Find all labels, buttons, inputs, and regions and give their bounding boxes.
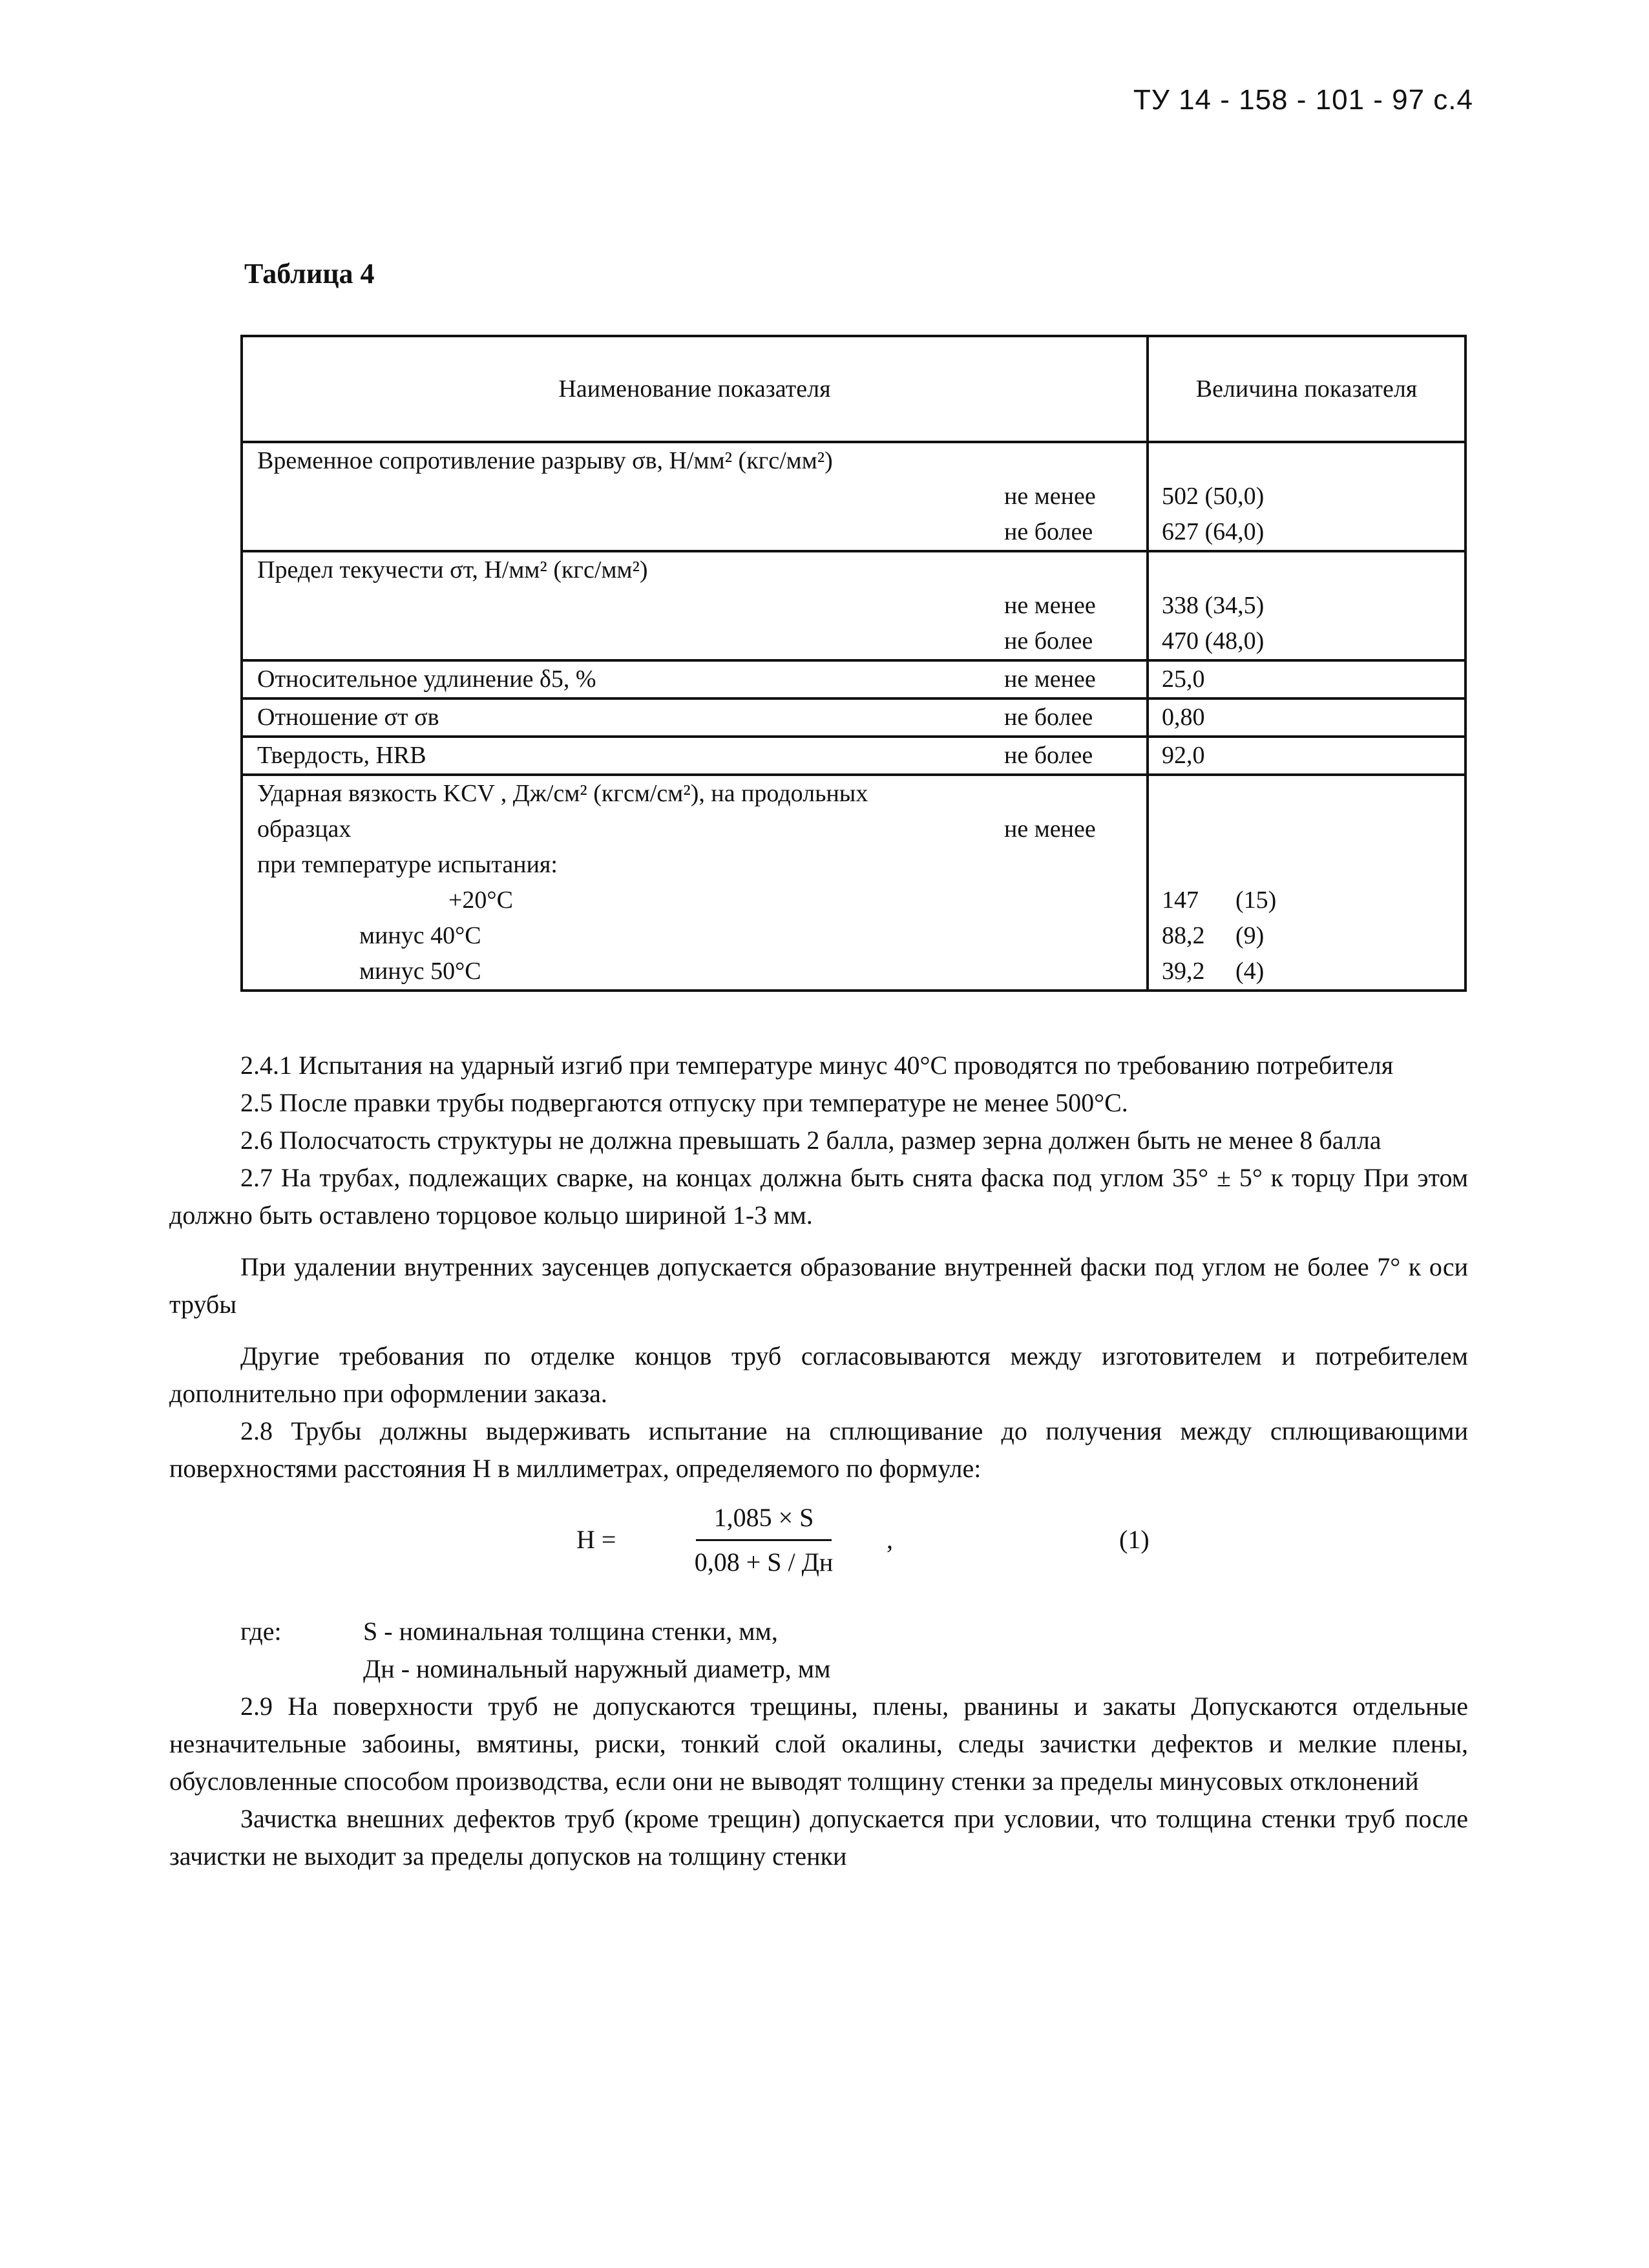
row-condition: не менее	[1004, 666, 1096, 693]
row-value-cell	[1148, 698, 1465, 737]
paragraph-2-8: 2.8 Трубы должны выдерживать испытание на сплющивание до получения между сплющивающими поверхностями расстояния Н в миллиметрах, определяемого по формуле:	[169, 1416, 1468, 1483]
row-value	[1149, 847, 1464, 883]
row-condition	[1004, 847, 1146, 883]
row-value-cell	[1148, 737, 1465, 775]
row-value: 627 (64,0)	[1162, 518, 1265, 545]
row-name: минус 40°С	[359, 922, 481, 949]
row-value: 470 (48,0)	[1162, 627, 1265, 655]
row-name-cell	[242, 775, 1148, 991]
formula-number: (1)	[1119, 1525, 1150, 1554]
table-header-row	[242, 336, 1465, 442]
table-row	[242, 442, 1465, 551]
row-name: Предел текучести σт, Н/мм² (кгс/мм²)	[257, 556, 648, 583]
row-condition: не более	[1004, 627, 1093, 655]
paragraph-2-9-cleaning: Зачистка внешних дефектов труб (кроме трещин) допускается при условии, что толщина стенки труб после зачистки не выходит за пределы допусков на толщину стенки	[169, 1804, 1468, 1871]
row-value	[1149, 776, 1464, 812]
row-value: 502 (50,0)	[1162, 483, 1265, 510]
row-name: Твердость, HRB	[257, 742, 426, 769]
row-name-cell	[242, 737, 1148, 775]
row-name-cell	[242, 442, 1148, 551]
row-condition: не более	[1004, 518, 1093, 545]
row-value: 0,80	[1162, 704, 1205, 731]
formula-comma: ,	[887, 1525, 893, 1554]
formula-1	[169, 1491, 1468, 1588]
row-name-cell	[242, 551, 1148, 660]
row-value: 92,0	[1162, 742, 1205, 769]
row-condition	[1004, 443, 1146, 479]
row-name-cell	[242, 698, 1148, 737]
row-name: Ударная вязкость KCV , Дж/см² (кгсм/см²), на продольных	[257, 780, 868, 807]
table-row	[242, 551, 1465, 660]
row-value-cell	[1148, 551, 1465, 660]
row-value-cell	[1148, 775, 1465, 991]
row-value	[1149, 552, 1464, 588]
row-name	[243, 588, 1004, 624]
row-condition	[1004, 883, 1146, 918]
row-value: 147 (15)	[1162, 887, 1277, 914]
row-condition: не менее	[1004, 483, 1096, 510]
table-row	[242, 775, 1465, 991]
where-dn-definition: Дн - номинальный наружный диаметр, мм	[363, 1654, 831, 1683]
row-condition: не более	[1004, 742, 1093, 769]
row-name: +20°С	[448, 887, 513, 914]
row-name: образцах	[257, 815, 352, 843]
row-name: Отношение σт σв	[257, 704, 439, 731]
table-row	[242, 737, 1465, 775]
paragraph-2-6: 2.6 Полосчатость структуры не должна превышать 2 балла, размер зерна должен быть не менее 8 балла	[240, 1126, 1381, 1155]
row-name	[243, 624, 1004, 659]
row-condition: не менее	[1004, 592, 1096, 619]
row-condition: не более	[1004, 704, 1093, 731]
row-name	[243, 479, 1004, 514]
formula-fraction	[647, 1499, 880, 1581]
row-condition: не менее	[1004, 815, 1096, 843]
where-label: где:	[240, 1617, 282, 1646]
row-condition	[1004, 918, 1146, 954]
row-value: 39,2 (4)	[1162, 958, 1265, 985]
where-block	[169, 1613, 1468, 1650]
paragraph-2-7-other: Другие требования по отделке концов труб согласовываются между изготовителем и потребителем дополнительно при оформлении заказа.	[169, 1341, 1468, 1408]
row-value: 88,2 (9)	[1162, 922, 1265, 949]
formula-denominator: 0,08 + S / Дн	[694, 1547, 834, 1577]
row-value-cell	[1148, 442, 1465, 551]
row-condition	[1004, 552, 1146, 588]
header-name: Наименование показателя	[242, 336, 1148, 442]
row-name: при температуре испытания:	[257, 851, 558, 878]
paragraph-2-5: 2.5 После правки трубы подвергаются отпуску при температуре не менее 500°С.	[240, 1088, 1128, 1117]
row-value-cell	[1148, 660, 1465, 698]
row-condition	[1004, 776, 1146, 812]
body-text	[169, 1047, 1468, 1875]
row-name	[243, 514, 1004, 550]
paragraph-2-7-chamfer: При удалении внутренних заусенцев допускается образование внутренней фаски под углом не более 7° к оси трубы	[169, 1252, 1468, 1319]
row-name-cell	[242, 660, 1148, 698]
row-name: Относительное удлинение δ5, %	[257, 666, 596, 693]
formula-lhs: Н =	[576, 1525, 616, 1554]
table-caption: Таблица 4	[244, 258, 375, 289]
document-code: ТУ 14 - 158 - 101 - 97 с.4	[1133, 84, 1473, 116]
properties-table	[240, 335, 1467, 992]
paragraph-2-7: 2.7 На трубах, подлежащих сварке, на концах должна быть снята фаска под углом 35° ± 5° к торцу При этом должно быть оставлено торцовое кольцо шириной 1-3 мм.	[169, 1163, 1468, 1230]
row-name: минус 50°С	[359, 958, 481, 985]
row-name: Временное сопротивление разрыву σв, Н/мм² (кгс/мм²)	[257, 447, 833, 474]
row-value: 25,0	[1162, 666, 1205, 693]
paragraph-2-9: 2.9 На поверхности труб не допускаются трещины, плены, рванины и закаты Допускаются отдельные незначительные забоины, вмятины, риски, тонкий слой окалины, следы зачистки дефектов и мелкие плены, обусловленные способом производства, если они не выводят толщину стенки за пределы минусовых отклонений	[169, 1692, 1468, 1796]
formula-numerator: 1,085 × S	[696, 1499, 832, 1541]
paragraph-2-4-1: 2.4.1 Испытания на ударный изгиб при температуре минус 40°С проводятся по требованию потребителя	[240, 1051, 1394, 1080]
row-condition	[1004, 954, 1146, 989]
row-value	[1149, 812, 1464, 847]
table-row	[242, 660, 1465, 698]
table-row	[242, 698, 1465, 737]
row-value: 338 (34,5)	[1162, 592, 1265, 619]
where-s-definition: S - номинальная толщина стенки, мм,	[363, 1617, 778, 1646]
header-value: Величина показателя	[1148, 336, 1465, 442]
row-value	[1149, 443, 1464, 479]
